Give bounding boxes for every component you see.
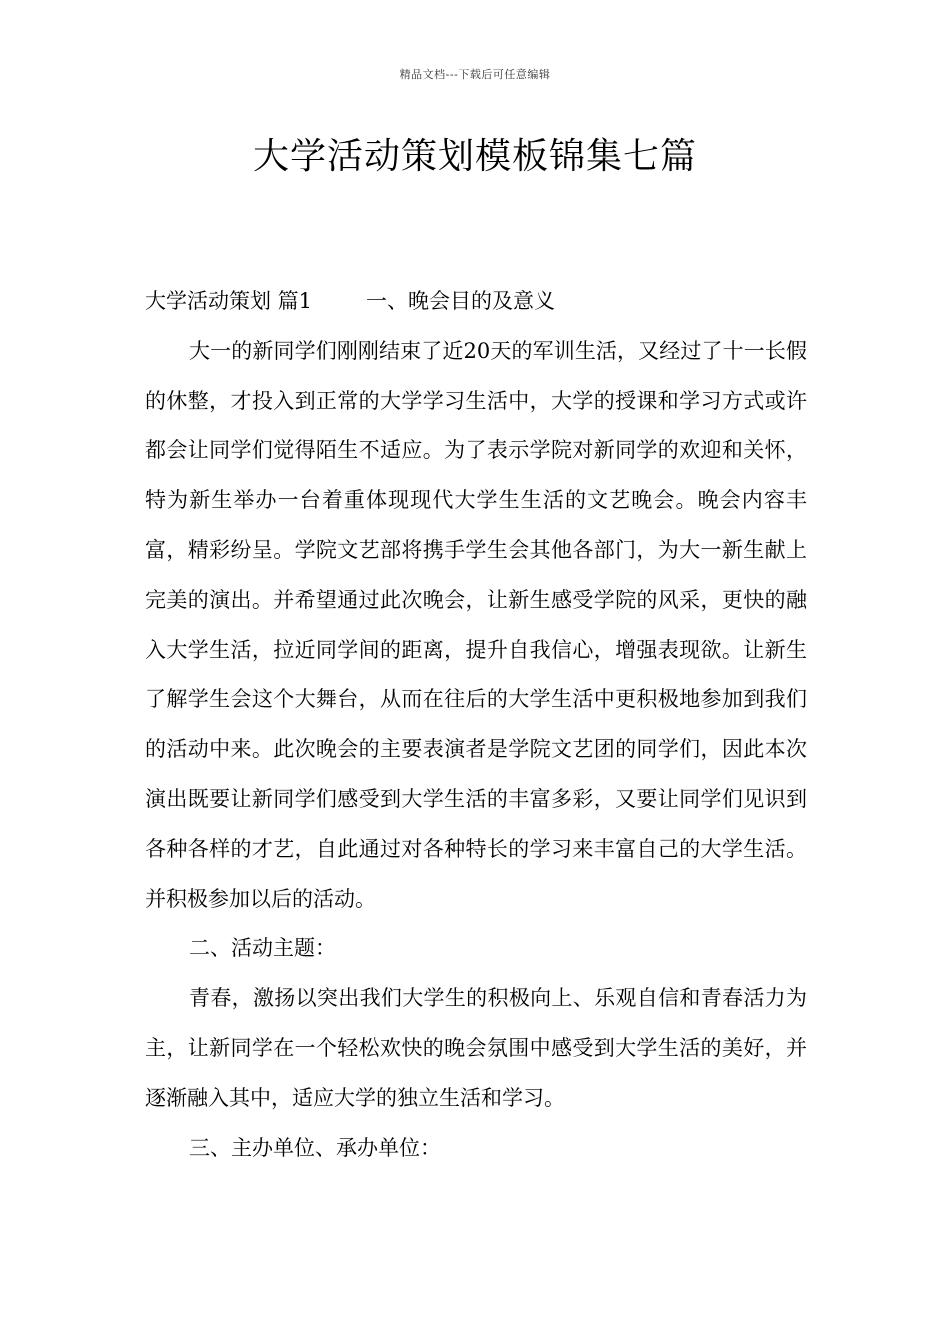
part-heading-line (145, 277, 807, 327)
part-label: 大学活动策划 篇1 (145, 289, 313, 313)
section1-heading: 一、晚会目的及意义 (366, 289, 556, 313)
section2-paragraph: 青春，激扬以突出我们大学生的积极向上、乐观自信和青春活力为主，让新同学在一个轻松欢快的晚会氛围中感受到大学生活的美好，并逐渐融入其中，适应大学的独立生活和学习。 (145, 986, 807, 1110)
document-title: 大学活动策划模板锦集七篇 (252, 136, 697, 177)
section3-heading: 三、主办单位、承办单位： (189, 1135, 441, 1160)
section2-heading: 二、活动主题： (189, 936, 336, 961)
section1-paragraph: 大一的新同学们刚刚结束了近20天的军训生活，又经过了十一长假的休整，才投入到正常的大学学习生活中，大学的授课和学习方式或许都会让同学们觉得陌生不适应。为了表示学院对新同学的欢迎和关怀，特为新生举办一台着重体现现代大学生生活的文艺晚会。晚会内容丰富，精彩纷呈。学院文艺部将携手学生会其他各部门，为大一新生献上完美的演出。并希望通过此次晚会，让新生感受学院的风采，更快的融入大学生活，拉近同学间的距离，提升自我信心，增强表现欲。让新生了解学生会这个大舞台，从而在往后的大学生活中更积极地参加到我们的活动中来。此次晚会的主要表演者是学院文艺团的同学们，因此本次演出既要让新同学们感受到大学生活的丰富多彩，又要让同学们见识到各种各样的才艺，自此通过对各种特长的学习来丰富自己的大学生活。并积极参加以后的活动。 (145, 338, 807, 911)
header-note: 精品文档---下载后可任意编辑 (399, 68, 551, 81)
document-body (145, 277, 807, 1173)
